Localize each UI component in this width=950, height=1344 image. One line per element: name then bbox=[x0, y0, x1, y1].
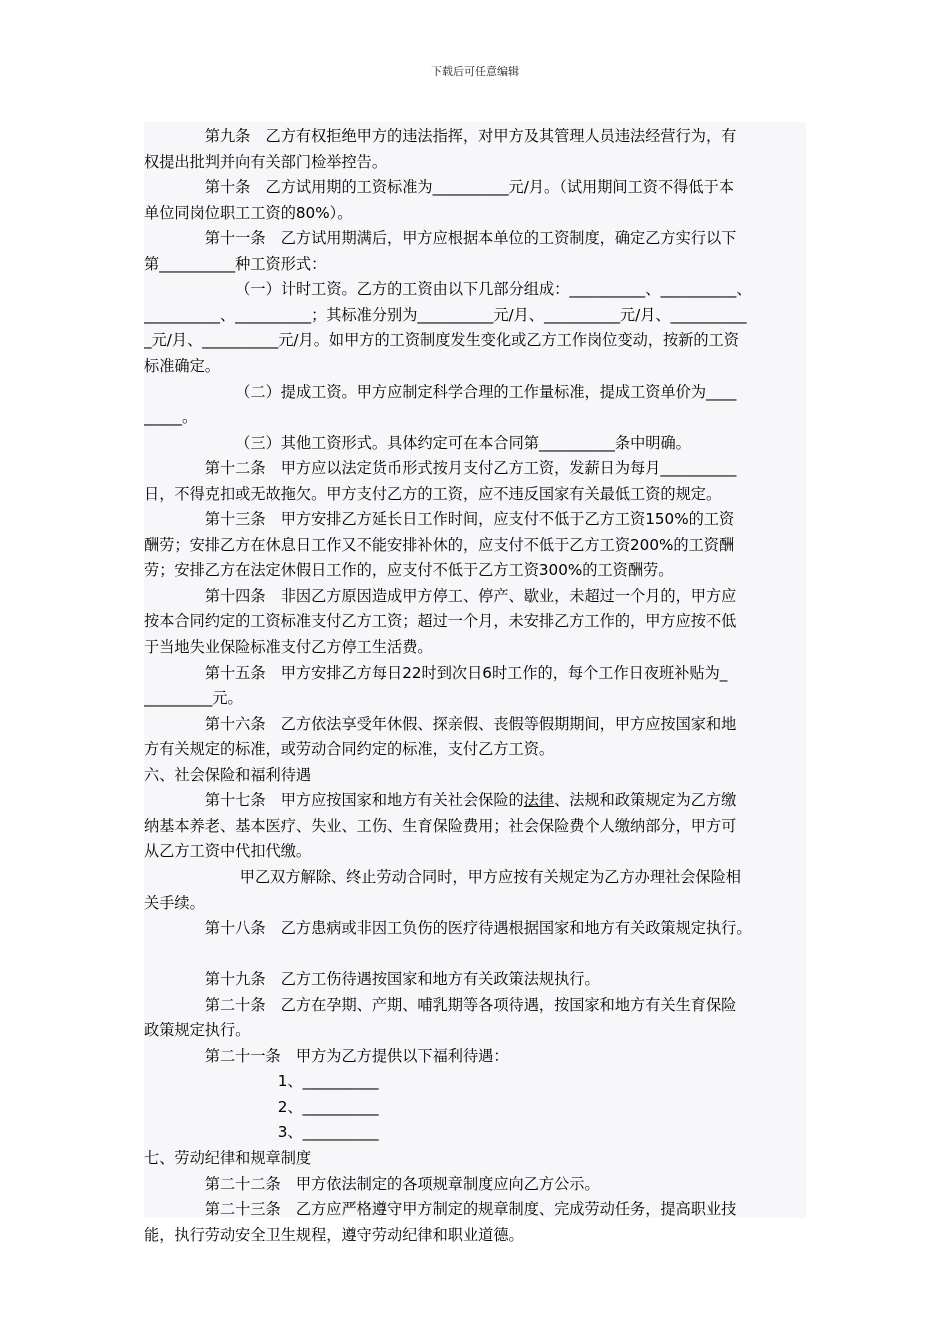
document-body bbox=[144, 122, 806, 1244]
document-line: 能，执行劳动安全卫生规程，遵守劳动纪律和职业道德。 bbox=[144, 1225, 524, 1244]
document-line: 酬劳；安排乙方在休息日工作又不能安排补休的，应支付不低于乙方工资200%的工资酬 bbox=[144, 535, 735, 554]
document-line: 纳基本养老、基本医疗、失业、工伤、生育保险费用；社会保险费个人缴纳部分，甲方可 bbox=[144, 816, 737, 835]
document-line: __________、__________；其标准分别为__________元/月、__________元/月、__________ bbox=[144, 305, 747, 324]
underlined-term: 法律 bbox=[523, 791, 555, 810]
document-line: 政策规定执行。 bbox=[144, 1021, 251, 1040]
document-line: 第十七条 甲方应按国家和地方有关社会保险的法律、法规和政策规定为乙方缴 bbox=[204, 791, 737, 810]
document-line: 第十六条 乙方依法享受年休假、探亲假、丧假等假期期间，甲方应按国家和地 bbox=[204, 714, 737, 733]
document-line: 于当地失业保险标准支付乙方停工生活费。 bbox=[144, 638, 433, 656]
document-line: 按本合同约定的工资标准支付乙方工资；超过一个月，未安排乙方工作的，甲方应按不低 bbox=[144, 612, 737, 631]
document-line: 第二十二条 甲方依法制定的各项规章制度应向乙方公示。 bbox=[204, 1174, 600, 1193]
document-line: 第__________种工资形式： bbox=[144, 254, 327, 273]
document-line: 第十一条 乙方试用期满后，甲方应根据本单位的工资制度，确定乙方实行以下 bbox=[204, 229, 737, 248]
document-line: 第十八条 乙方患病或非因工负伤的医疗待遇根据国家和地方有关政策规定执行。 bbox=[204, 919, 752, 938]
document-line: 方有关规定的标准，或劳动合同约定的标准，支付乙方工资。 bbox=[144, 740, 555, 759]
document-line: 第二十一条 甲方为乙方提供以下福利待遇： bbox=[204, 1046, 509, 1065]
document-line: 标准确定。 bbox=[144, 356, 220, 375]
document-line: 第十九条 乙方工伤待遇按国家和地方有关政策法规执行。 bbox=[204, 970, 600, 989]
document-line: 单位同岗位职工工资的80%）。 bbox=[144, 203, 353, 222]
page-header: 下载后可任意编辑 bbox=[431, 65, 519, 78]
document-line: 第二十条 乙方在孕期、产期、哺乳期等各项待遇，按国家和地方有关生育保险 bbox=[204, 995, 737, 1014]
document-line: （三）其他工资形式。具体约定可在本合同第__________条中明确。 bbox=[235, 433, 691, 452]
document-line: _____。 bbox=[144, 408, 198, 427]
document-line: 六、社会保险和福利待遇 bbox=[144, 765, 312, 784]
document-line bbox=[144, 942, 806, 966]
document-line: 第十条 乙方试用期的工资标准为__________元/月。（试用期间工资不得低于本 bbox=[204, 178, 734, 197]
document-line: _元/月、__________元/月。如甲方的工资制度发生变化或乙方工作岗位变动，按新的工资 bbox=[144, 331, 739, 350]
document-line: 权提出批判并向有关部门检举控告。 bbox=[144, 152, 387, 171]
document-line: 2、__________ bbox=[277, 1097, 379, 1116]
document-line: 1、__________ bbox=[277, 1072, 379, 1091]
document-line: 第九条 乙方有权拒绝甲方的违法指挥，对甲方及其管理人员违法经营行为，有 bbox=[204, 127, 737, 145]
document-line: _________元。 bbox=[144, 689, 243, 708]
document-line: 从乙方工资中代扣代缴。 bbox=[144, 842, 312, 861]
document-line: （二）提成工资。甲方应制定科学合理的工作量标准，提成工资单价为____ bbox=[235, 382, 737, 401]
document-line: 第十二条 甲方应以法定货币形式按月支付乙方工资，发薪日为每月__________ bbox=[204, 459, 737, 478]
document-line: 第十三条 甲方安排乙方延长日工作时间，应支付不低于乙方工资150%的工资 bbox=[204, 510, 735, 529]
document-line: 第十五条 甲方安排乙方每日22时到次日6时工作的，每个工作日夜班补贴为_ bbox=[204, 663, 728, 682]
document-line: 甲乙双方解除、终止劳动合同时，甲方应按有关规定为乙方办理社会保险相 bbox=[239, 867, 741, 886]
document-line: （一）计时工资。乙方的工资由以下几部分组成：__________、__________、 bbox=[235, 280, 752, 299]
document-line: 七、劳动纪律和规章制度 bbox=[144, 1149, 312, 1167]
document-line: 关手续。 bbox=[144, 893, 205, 912]
document-line: 第十四条 非因乙方原因造成甲方停工、停产、歇业，未超过一个月的，甲方应 bbox=[204, 586, 737, 605]
document-line: 第二十三条 乙方应严格遵守甲方制定的规章制度、完成劳动任务，提高职业技 bbox=[204, 1200, 737, 1219]
document-line: 日，不得克扣或无故拖欠。甲方支付乙方的工资，应不违反国家有关最低工资的规定。 bbox=[144, 484, 722, 503]
document-line: 3、__________ bbox=[277, 1123, 379, 1142]
document-line: 劳；安排乙方在法定休假日工作的，应支付不低于乙方工资300%的工资酬劳。 bbox=[144, 561, 674, 580]
